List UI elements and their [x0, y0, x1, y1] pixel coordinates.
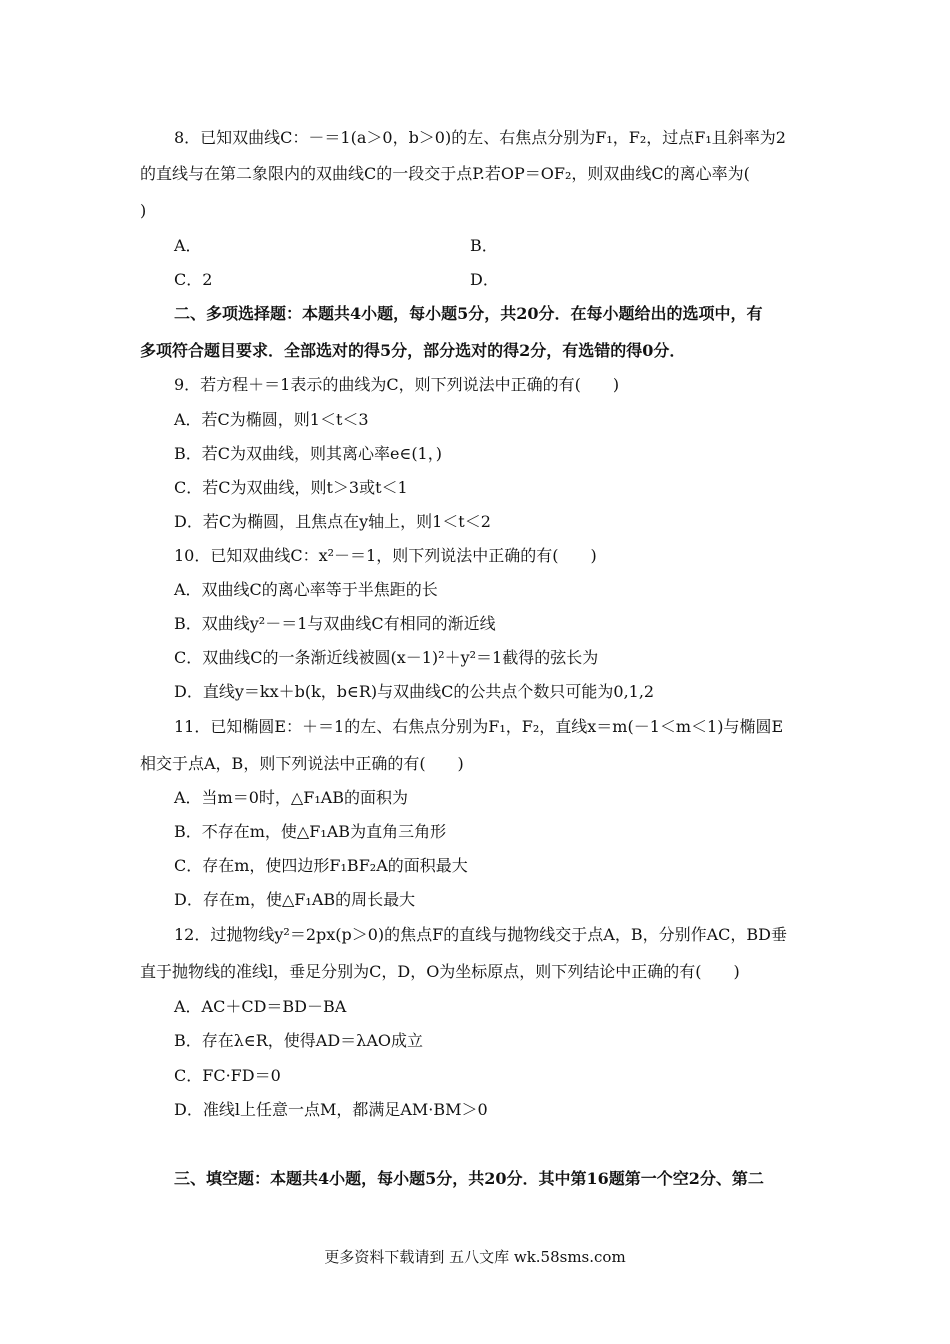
q8-line-2: 的直线与在第二象限内的双曲线C的一段交于点P.若OP＝OF₂，则双曲线C的离心率为(	[140, 164, 750, 183]
q10-option-c: C．双曲线C的一条渐近线被圆(x－1)²＋y²＝1截得的弦长为	[174, 648, 599, 667]
q10-option-a: A．双曲线C的离心率等于半焦距的长	[174, 580, 438, 599]
q12-stem-line-1: 12．过抛物线y²＝2px(p＞0)的焦点F的直线与抛物线交于点A，B，分别作AC，BD垂	[174, 925, 787, 944]
q11-stem-line-1: 11．已知椭圆E：＋＝1的左、右焦点分别为F₁，F₂，直线x＝m(－1＜m＜1)与椭圆E	[174, 717, 784, 736]
q8-line-3: )	[140, 201, 147, 220]
q11-option-b: B．不存在m，使△F₁AB为直角三角形	[174, 822, 447, 841]
q11-option-a: A．当m＝0时，△F₁AB的面积为	[174, 788, 409, 807]
q11-option-d: D．存在m，使△F₁AB的周长最大	[174, 890, 416, 909]
q8-option-d: D．	[470, 270, 499, 289]
section-2-heading-line-1: 二、多项选择题：本题共4小题，每小题5分，共20分．在每小题给出的选项中，有	[174, 304, 763, 323]
q10-stem: 10．已知双曲线C：x²－＝1，则下列说法中正确的有( )	[174, 546, 597, 565]
q11-stem-line-2: 相交于点A，B，则下列说法中正确的有( )	[140, 754, 464, 773]
q9-option-d: D．若C为椭圆，且焦点在y轴上，则1＜t＜2	[174, 512, 491, 531]
q8-option-a: A．	[174, 236, 202, 255]
q12-option-d: D．准线l上任意一点M，都满足AM·BM＞0	[174, 1100, 488, 1119]
q9-stem: 9．若方程＋＝1表示的曲线为C，则下列说法中正确的有( )	[174, 375, 620, 394]
section-2-heading-line-2: 多项符合题目要求．全部选对的得5分，部分选对的得2分，有选错的得0分．	[140, 341, 686, 360]
q11-option-c: C．存在m，使四边形F₁BF₂A的面积最大	[174, 856, 468, 875]
section-3-heading: 三、填空题：本题共4小题，每小题5分，共20分．其中第16题第一个空2分、第二	[174, 1169, 764, 1188]
q8-line-1: 8．已知双曲线C：－＝1(a＞0，b＞0)的左、右焦点分别为F₁，F₂，过点F₁且斜率为2	[174, 128, 786, 147]
q9-option-c: C．若C为双曲线，则t＞3或t＜1	[174, 478, 408, 497]
q12-stem-line-2: 直于抛物线的准线l，垂足分别为C，D，O为坐标原点，则下列结论中正确的有( )	[140, 962, 740, 981]
q12-option-c: C．FC·FD＝0	[174, 1066, 281, 1085]
q10-option-d: D．直线y＝kx＋b(k，b∈R)与双曲线C的公共点个数只可能为0,1,2	[174, 682, 655, 701]
q12-option-b: B．存在λ∈R，使得AD＝λAO成立	[174, 1031, 423, 1050]
q8-option-b: B．	[470, 236, 498, 255]
q10-option-b: B．双曲线y²－＝1与双曲线C有相同的渐近线	[174, 614, 496, 633]
q8-option-c: C．2	[174, 270, 213, 289]
page-footer: 更多资料下载请到 五八文库 wk.58sms.com	[324, 1248, 626, 1266]
q9-option-a: A．若C为椭圆，则1＜t＜3	[174, 410, 369, 429]
q12-option-a: A．AC＋CD＝BD－BA	[174, 997, 347, 1016]
q9-option-b: B．若C为双曲线，则其离心率e∈(1，)	[174, 444, 442, 463]
